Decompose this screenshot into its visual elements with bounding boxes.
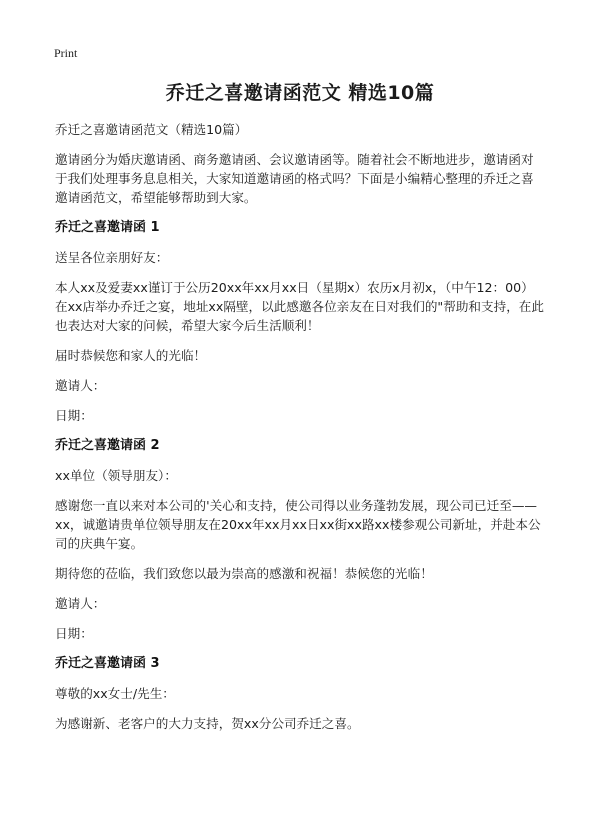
intro-paragraph: 邀请函分为婚庆邀请函、商务邀请函、会议邀请函等。随着社会不断地进步，邀请函对于我们处理事务息息相关，大家知道邀请函的格式吗？下面是小编精心整理的乔迁之喜邀请函范文，希望能够帮助到大家。 xyxy=(55,152,534,205)
page-title: 乔迁之喜邀请函范文 精选10篇 xyxy=(165,82,435,104)
letter-1-date: 日期： xyxy=(55,408,93,423)
letter-2-inviter: 邀请人： xyxy=(55,596,106,611)
letter-1-heading: 乔迁之喜邀请函 1 xyxy=(55,220,160,235)
letter-2-closing: 期待您的莅临，我们致您以最为崇高的感激和祝福！恭候您的光临！ xyxy=(55,566,433,581)
letter-1-closing: 届时恭候您和家人的光临！ xyxy=(55,348,207,363)
letter-3-body: 为感谢新、老客户的大力支持，贺xx分公司乔迁之喜。 xyxy=(55,716,360,731)
document-subtitle: 乔迁之喜邀请函范文（精选10篇） xyxy=(55,122,248,137)
letter-1-salutation: 送呈各位亲朋好友： xyxy=(55,250,169,265)
print-label[interactable]: Print xyxy=(54,46,78,60)
letter-2-salutation: xx单位（领导朋友）： xyxy=(55,468,177,483)
letter-3-heading: 乔迁之喜邀请函 3 xyxy=(55,656,160,671)
letter-2-body: 感谢您一直以来对本公司的'关心和支持，使公司得以业务蓬勃发展，现公司已迁至——xx，诚邀请贵单位领导朋友在20xx年xx月xx日xx街xx路xx楼参观公司新址，并赴本公司的庆典午宴。 xyxy=(55,498,541,551)
letter-1-inviter: 邀请人： xyxy=(55,378,106,393)
letter-1 xyxy=(55,218,545,425)
letter-2 xyxy=(55,436,545,643)
letter-3 xyxy=(55,654,545,733)
document-body xyxy=(55,120,545,744)
letter-3-salutation: 尊敬的xx女士/先生： xyxy=(55,686,175,701)
letter-2-heading: 乔迁之喜邀请函 2 xyxy=(55,438,160,453)
letter-1-body: 本人xx及爱妻xx谨订于公历20xx年xx月xx日（星期x）农历x月初x，（中午12：00）在xx店举办乔迁之宴，地址xx隔壁，以此感邀各位亲友在日对我们的"帮助和支持，在此也表达对大家的问候，希望大家今后生活顺利！ xyxy=(55,280,544,333)
letter-2-date: 日期： xyxy=(55,626,93,641)
